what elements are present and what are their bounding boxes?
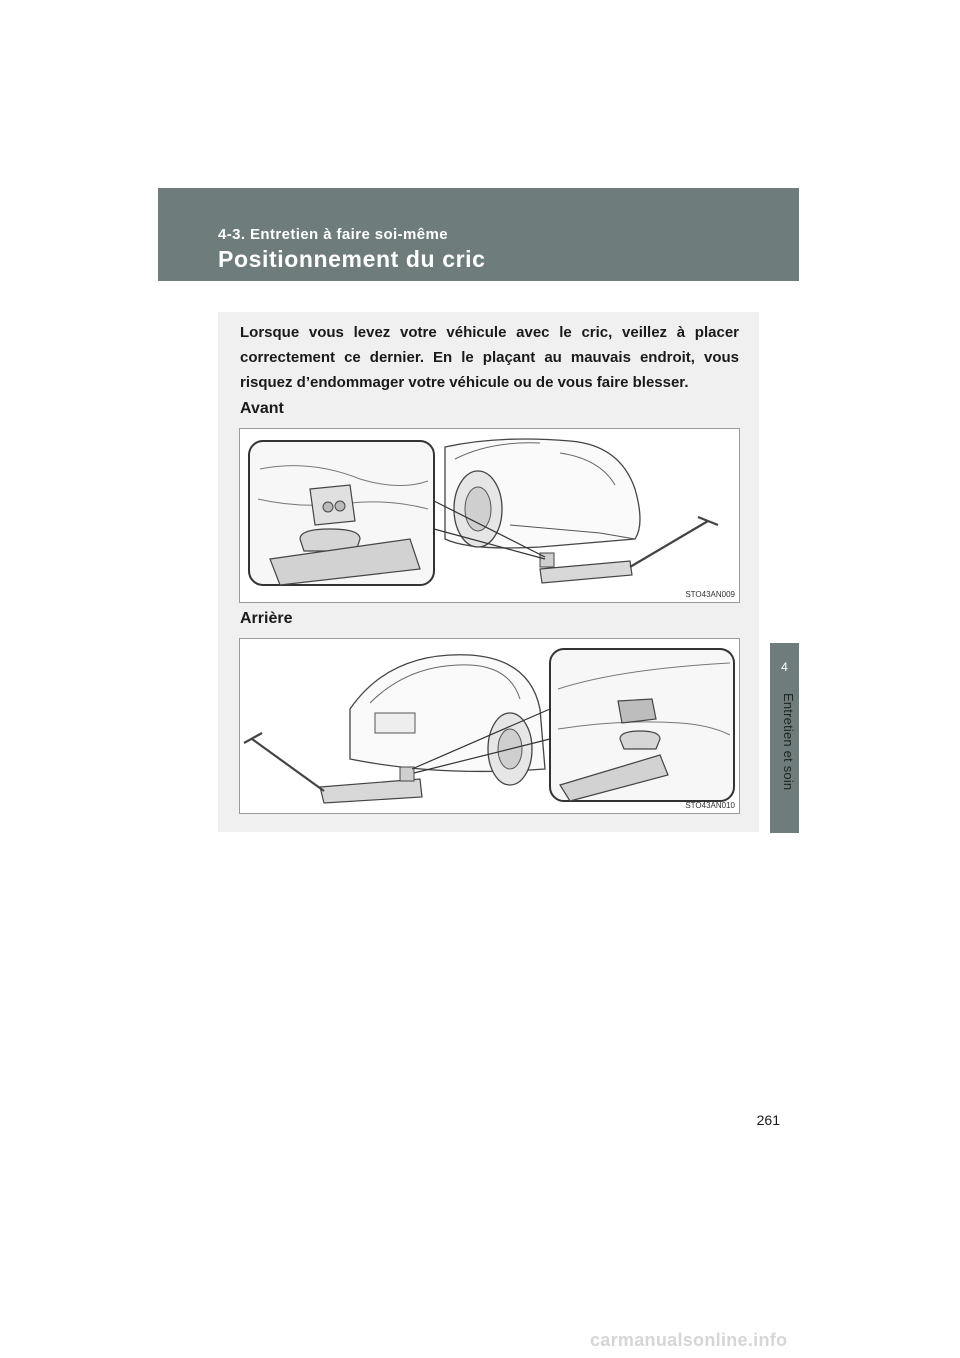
rear-jack-illustration xyxy=(239,638,740,814)
page-title: Positionnement du cric xyxy=(218,246,486,272)
section-title: 4-3. Entretien à faire soi-même xyxy=(218,226,448,243)
chapter-number: 4 xyxy=(781,660,788,674)
page-number: 261 xyxy=(756,1112,780,1128)
figure-code: STO43AN009 xyxy=(685,590,735,599)
front-jack-illustration xyxy=(239,428,740,603)
front-illustration-svg xyxy=(240,429,739,602)
chapter-label: Entretien et soin xyxy=(781,693,796,791)
watermark-text: carmanualsonline.info xyxy=(590,1330,788,1350)
figure-code: STO43AN010 xyxy=(685,801,735,810)
content-box xyxy=(218,312,759,832)
chapter-header xyxy=(158,188,799,281)
front-heading: Avant xyxy=(240,400,284,417)
rear-illustration-svg xyxy=(240,639,739,813)
rear-heading: Arrière xyxy=(240,610,293,627)
intro-paragraph: Lorsque vous levez votre véhicule avec le cric, veillez à placer correctement ce dernier. En le plaçant au mauvais endroit, vous risquez d’endommager votre véhicule ou de vous faire blesser. xyxy=(240,324,739,391)
